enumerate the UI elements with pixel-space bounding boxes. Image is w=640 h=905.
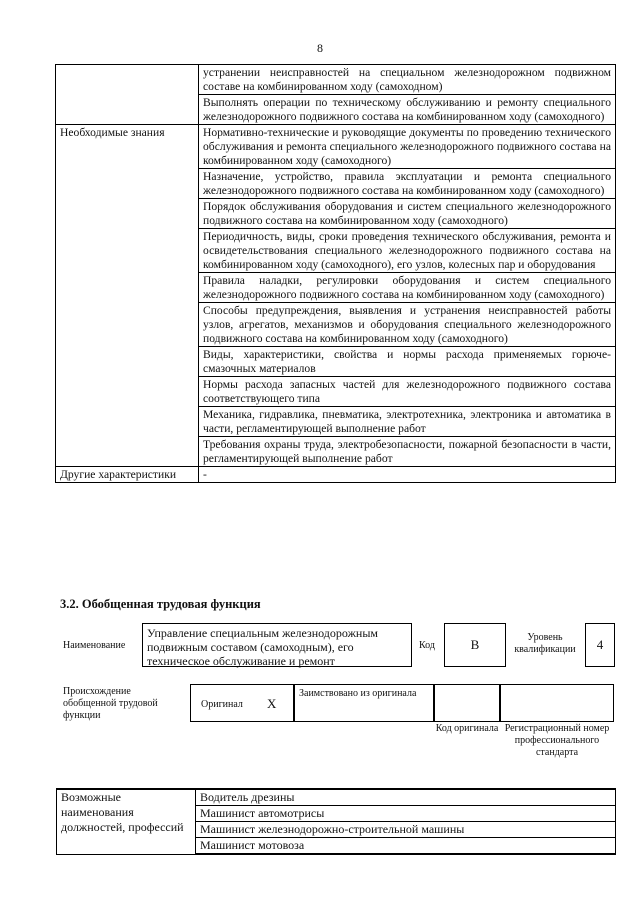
row-label: [56, 65, 199, 125]
row-label: Другие характеристики: [56, 467, 199, 483]
row-text: Порядок обслуживания оборудования и систем специального железнодорожного подвижного состава на комбинированном ходу (самоходного): [199, 199, 616, 229]
row-text: Назначение, устройство, правила эксплуатации и ремонта специального железнодорожного подвижного состава на комбинированном ходу (самоходного): [199, 169, 616, 199]
row-text: Способы предупреждения, выявления и устранения неисправностей работы узлов, агрегатов, механизмов и оборудования специального железнодорожного подвижного состава на комбинированном ходу (самоходного): [199, 303, 616, 347]
row-text: Механика, гидравлика, пневматика, электротехника, электроника и автоматика в части, регламентирующей выполнение работ: [199, 407, 616, 437]
registration-number-cell: [500, 684, 614, 722]
original-label: Оригинал: [201, 699, 243, 710]
borrowed-cell: [294, 684, 434, 722]
table-row: [56, 467, 616, 483]
row-text: Нормы расхода запасных частей для железнодорожного подвижного состава соответствующего типа: [199, 377, 616, 407]
table-row: [56, 125, 616, 169]
origin-code-cell: [434, 684, 500, 722]
level-label: Уровень квалификации: [514, 632, 576, 655]
table-row: [56, 65, 616, 95]
row-text: Нормативно-технические и руководящие документы по проведению технического обслуживания и ремонта специального железнодорожного подвижного состава на комбинированном ходу (самоходного): [199, 125, 616, 169]
origin-section: [60, 682, 620, 762]
borrowed-label: Заимствовано из оригинала: [299, 688, 417, 699]
positions-table: [56, 788, 616, 855]
origin-label: Происхождение обобщенной трудовой функции: [63, 686, 158, 721]
positions-label: Возможные наименования должностей, профессий: [57, 789, 196, 854]
position-row: [57, 789, 616, 806]
function-header: [60, 620, 620, 670]
knowledge-table: [55, 64, 616, 483]
position-item: Машинист автомотрисы: [196, 806, 616, 822]
code-value: B: [444, 623, 506, 667]
row-text: устранении неисправностей на специальном железнодорожном подвижном составе на комбинированном ходу (самоходном): [199, 65, 616, 95]
function-name: Управление специальным железнодорожным подвижным составом (самоходным), его техническое обслуживание и ремонт: [142, 623, 412, 667]
original-mark: X: [267, 696, 277, 711]
position-item: Машинист мотовоза: [196, 838, 616, 855]
row-text: Виды, характеристики, свойства и нормы расхода применяемых горюче-смазочных материалов: [199, 347, 616, 377]
row-text: -: [199, 467, 616, 483]
registration-caption: Регистрационный номер профессионального стандарта: [504, 723, 610, 758]
code-label: Код: [419, 640, 435, 651]
name-label: Наименование: [63, 640, 126, 651]
original-cell: [190, 684, 294, 722]
page-number: 8: [317, 41, 323, 55]
position-item: Машинист железнодорожно-строительной машины: [196, 822, 616, 838]
row-text: Правила наладки, регулировки оборудования и систем специального железнодорожного подвижного состава на комбинированном ходу (самоходного): [199, 273, 616, 303]
row-text: Периодичность, виды, сроки проведения технического обслуживания, ремонта и освидетельствования специального железнодорожного подвижного состава на комбинированном ходу (самоходного), его узлов, колесных пар и оборудования: [199, 229, 616, 273]
section-title: 3.2. Обобщенная трудовая функция: [60, 597, 261, 611]
row-text: Выполнять операции по техническому обслуживанию и ремонту специального железнодорожного подвижного состава на комбинированном ходу (самоходного): [199, 95, 616, 125]
position-item: Водитель дрезины: [196, 789, 616, 806]
row-label: Необходимые знания: [56, 125, 199, 467]
row-text: Требования охраны труда, электробезопасности, пожарной безопасности в части, регламентирующей выполнение работ: [199, 437, 616, 467]
level-value: 4: [585, 623, 615, 667]
code-caption: Код оригинала: [435, 723, 499, 734]
